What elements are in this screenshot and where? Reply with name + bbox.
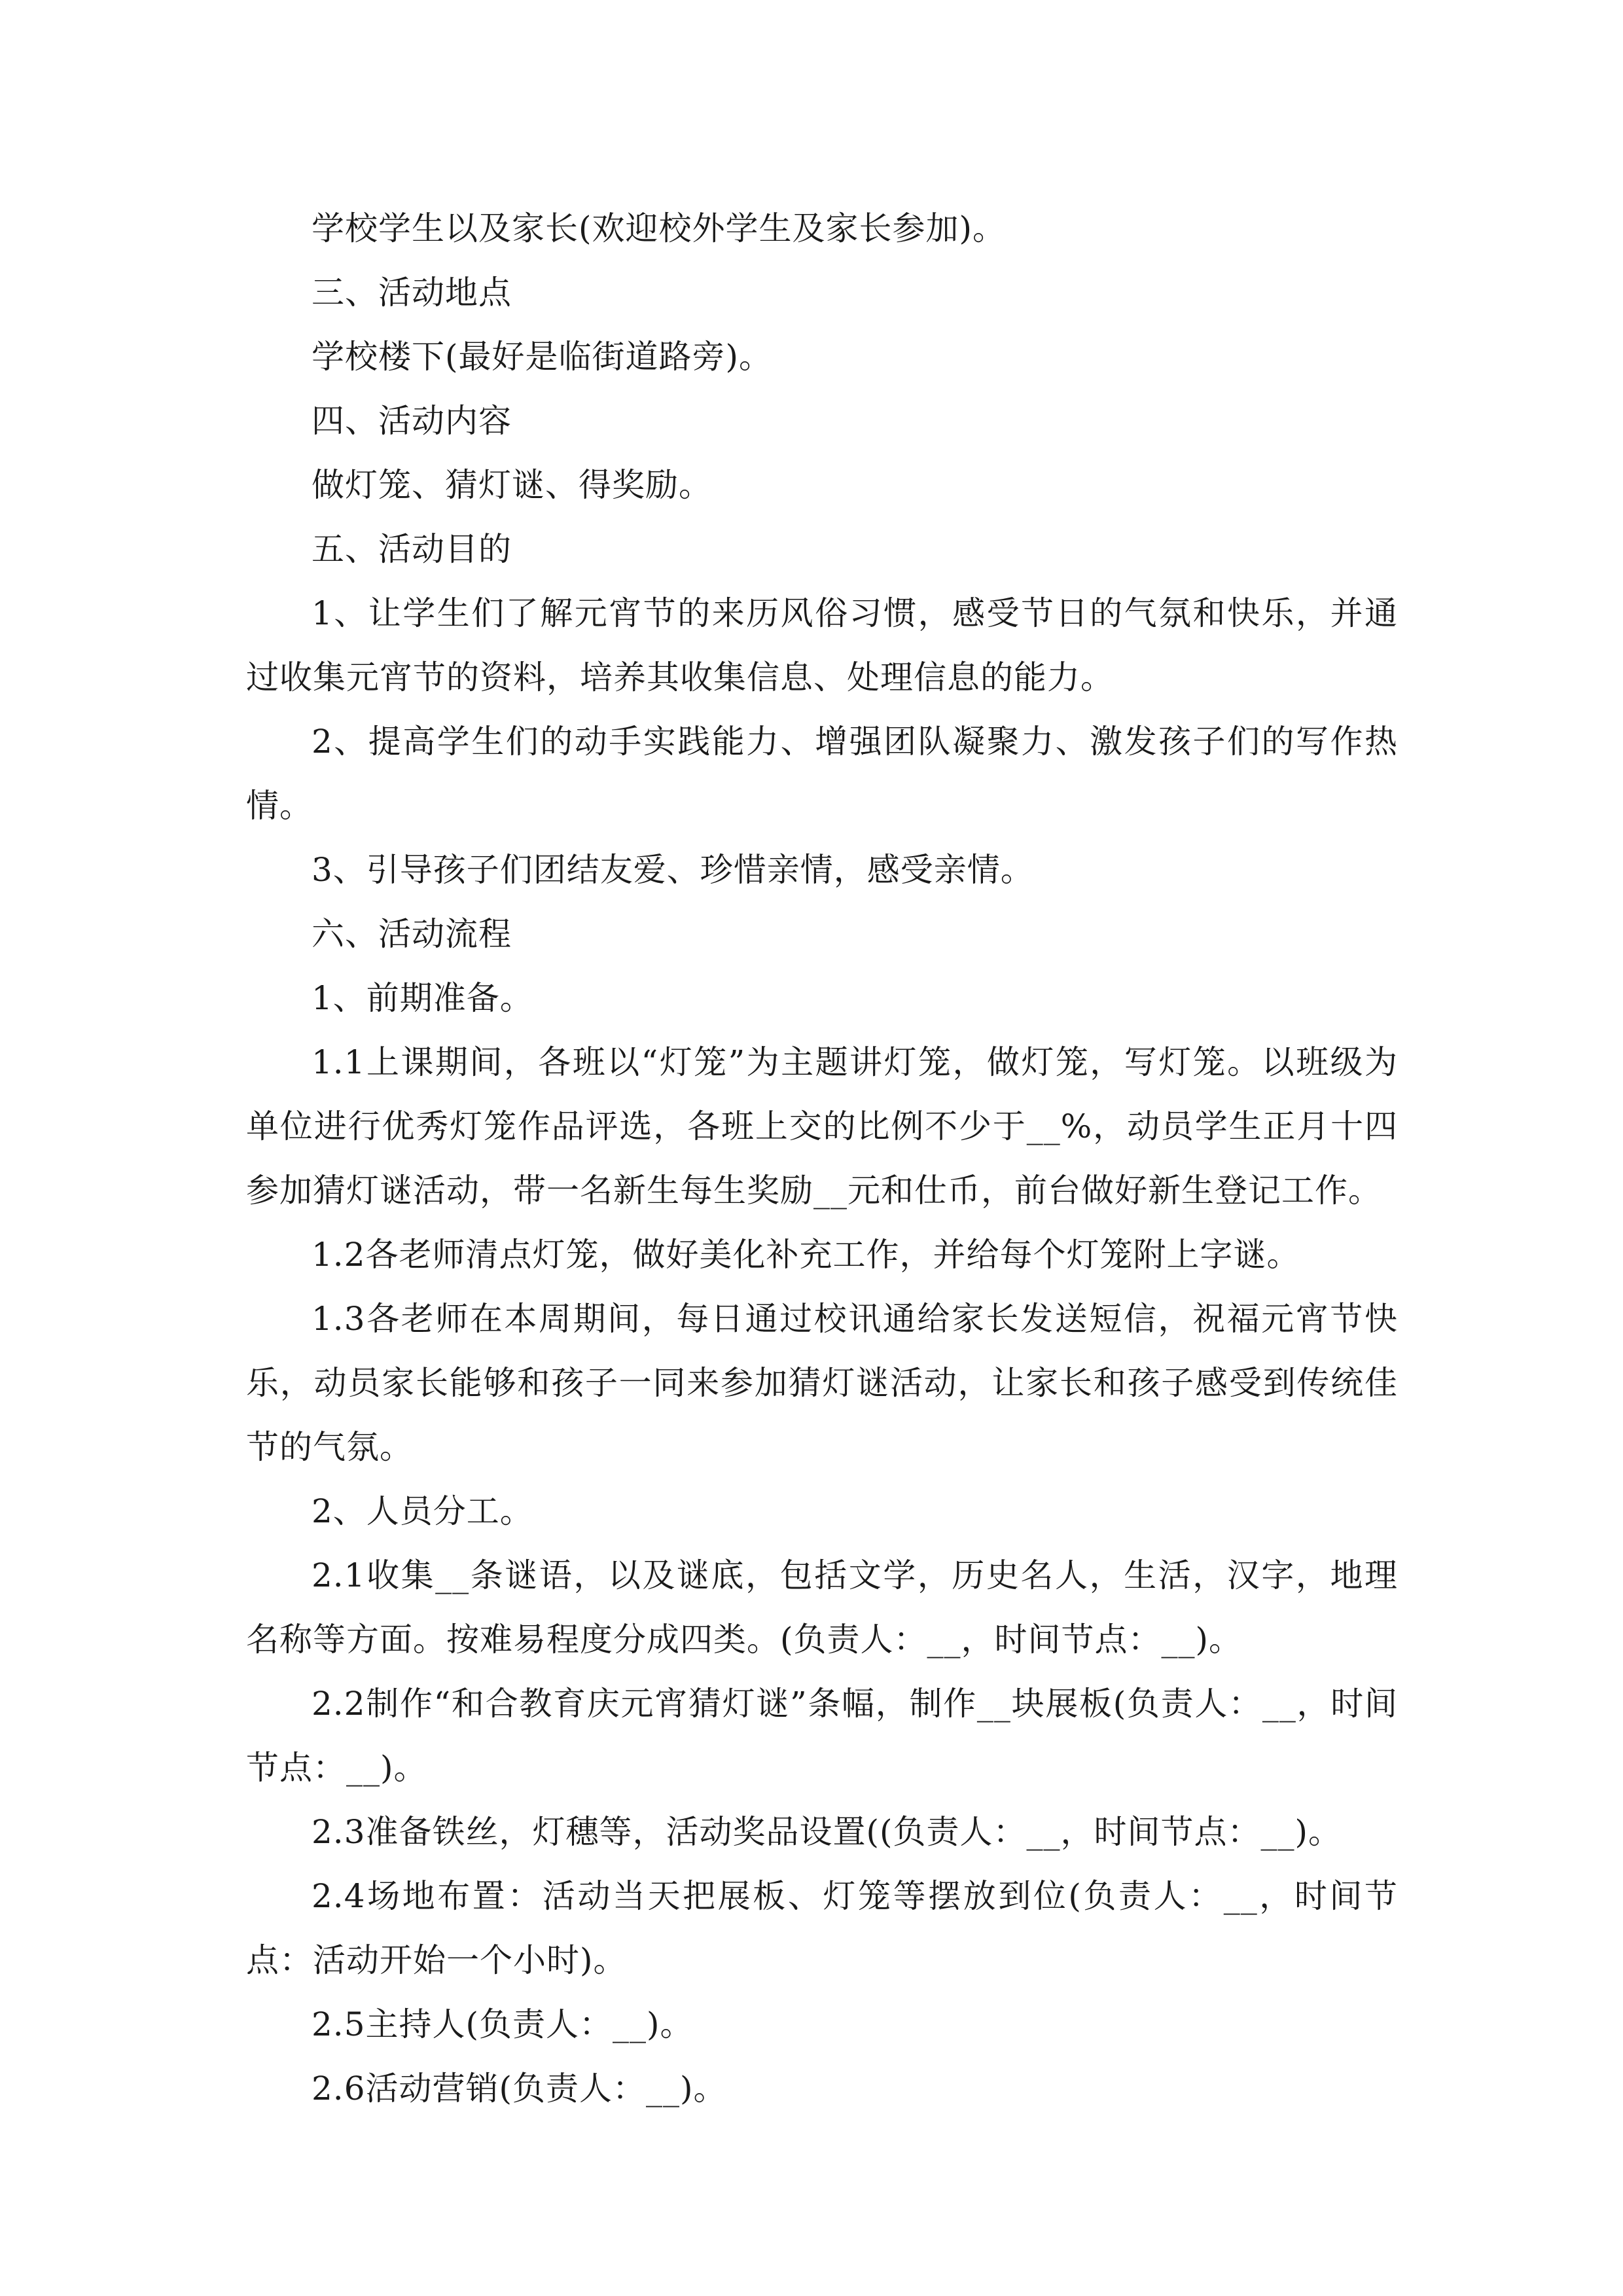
heading-process: 六、活动流程 (312, 915, 512, 953)
document-body (246, 196, 1398, 2121)
paragraph-venue: 学校楼下(最好是临街道路旁)。 (312, 338, 773, 376)
paragraph-staff-2-3: 2.3准备铁丝，灯穗等，活动奖品设置((负责人：__，时间节点：__)。 (312, 1813, 1342, 1851)
heading-preparation: 1、前期准备。 (312, 979, 533, 1017)
paragraph-purpose-2: 2、提高学生们的动手实践能力、增强团队凝聚力、激发孩子们的写作热情。 (246, 723, 1398, 825)
paragraph-participants: 学校学生以及家长(欢迎校外学生及家长参加)。 (312, 209, 1007, 247)
paragraph-prep-1-1: 1.1上课期间，各班以“灯笼”为主题讲灯笼，做灯笼，写灯笼。以班级为单位进行优秀灯笼作品评选，各班上交的比例不少于__%，动员学生正月十四参加猜灯谜活动，带一名新生每生奖励__元和仕币，前台做好新生登记工作。 (246, 1043, 1398, 1210)
paragraph-prep-1-2: 1.2各老师清点灯笼，做好美化补充工作，并给每个灯笼附上字谜。 (312, 1236, 1300, 1274)
heading-staffing: 2、人员分工。 (312, 1492, 533, 1530)
paragraph-staff-2-1: 2.1收集__条谜语，以及谜底，包括文学，历史名人，生活，汉字，地理名称等方面。按难易程度分成四类。(负责人：__，时间节点：__)。 (246, 1556, 1398, 1659)
heading-content: 四、活动内容 (312, 402, 512, 440)
paragraph-staff-2-2: 2.2制作“和合教育庆元宵猜灯谜”条幅，制作__块展板(负责人：__，时间节点：__)。 (246, 1685, 1398, 1787)
paragraph-purpose-1: 1、让学生们了解元宵节的来历风俗习惯，感受节日的气氛和快乐，并通过收集元宵节的资料，培养其收集信息、处理信息的能力。 (246, 594, 1398, 696)
paragraph-staff-2-6: 2.6活动营销(负责人：__)。 (312, 2070, 727, 2108)
paragraph-purpose-3: 3、引导孩子们团结友爱、珍惜亲情，感受亲情。 (312, 851, 1034, 889)
paragraph-content: 做灯笼、猜灯谜、得奖励。 (312, 466, 712, 504)
heading-venue: 三、活动地点 (312, 274, 512, 312)
paragraph-staff-2-5: 2.5主持人(负责人：__)。 (312, 2005, 694, 2043)
paragraph-prep-1-3: 1.3各老师在本周期间，每日通过校讯通给家长发送短信，祝福元宵节快乐，动员家长能够和孩子一同来参加猜灯谜活动，让家长和孩子感受到传统佳节的气氛。 (246, 1300, 1398, 1466)
paragraph-staff-2-4: 2.4场地布置：活动当天把展板、灯笼等摆放到位(负责人：__，时间节点：活动开始一个小时)。 (246, 1877, 1398, 1979)
heading-purpose: 五、活动目的 (312, 530, 512, 568)
